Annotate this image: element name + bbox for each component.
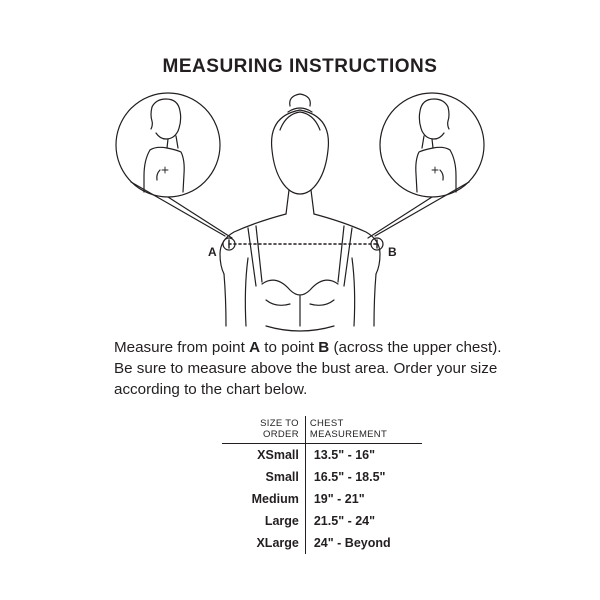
chest-column-header: CHEST MEASUREMENT: [305, 416, 422, 444]
right-connector-top: [375, 182, 469, 236]
left-connector-bottom: [168, 197, 232, 238]
size-chart-table: [222, 416, 422, 554]
table-header-row: [222, 416, 422, 444]
chest-cell: 16.5" - 18.5": [313, 470, 386, 484]
size-cell: Medium: [222, 488, 305, 510]
size-cell: Large: [222, 510, 305, 532]
instructions-paragraph: Measure from point A to point B (across the upper chest). Be sure to measure above the bust area. Order your size according to the chart below.: [114, 339, 502, 398]
table-row: [222, 510, 422, 532]
chest-cell: 13.5" - 16": [313, 448, 376, 462]
table-row: [222, 488, 422, 510]
chest-cell: 24" - Beyond: [313, 536, 391, 550]
table-row: [222, 444, 422, 467]
point-a-label: A: [208, 245, 217, 259]
figure: [220, 94, 380, 331]
point-a-ref: A: [249, 339, 261, 356]
point-b-label: B: [388, 245, 397, 259]
left-zoom-circle: [116, 93, 220, 197]
size-cell: XLarge: [222, 532, 305, 554]
point-b-ref: B: [318, 339, 330, 356]
size-cell: Small: [222, 466, 305, 488]
left-connector-top: [131, 182, 225, 236]
table-row: [222, 532, 422, 554]
chest-cell: 21.5" - 24": [313, 514, 376, 528]
table-row: [222, 466, 422, 488]
size-cell: XSmall: [222, 444, 305, 467]
right-zoom-circle: [380, 93, 484, 197]
chest-cell: 19" - 21": [313, 492, 365, 506]
page-title: MEASURING INSTRUCTIONS: [162, 56, 438, 77]
measuring-illustration: [0, 80, 600, 340]
size-column-header: SIZE TO ORDER: [222, 416, 305, 444]
right-connector-bottom: [368, 197, 432, 238]
